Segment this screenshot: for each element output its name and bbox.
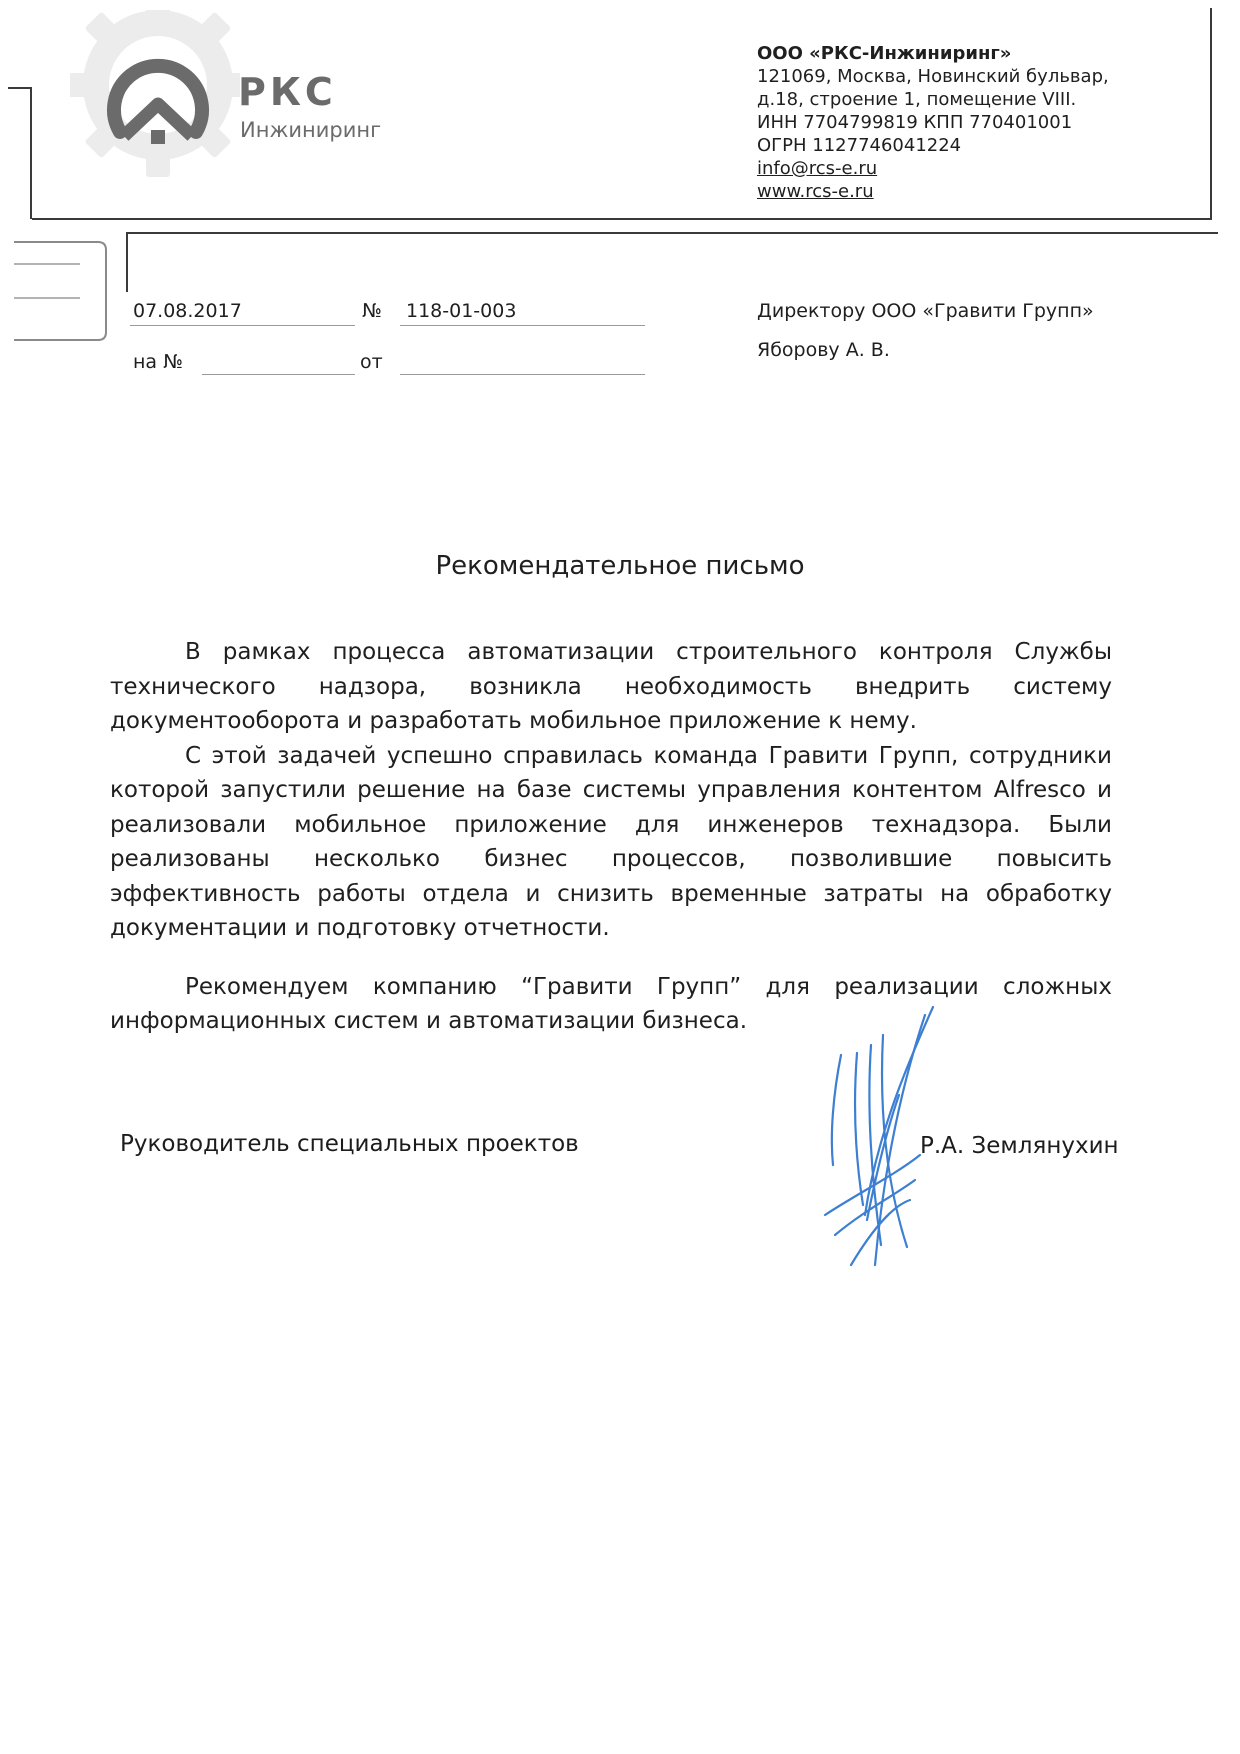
recipient-line1: Директору ООО «Гравити Групп» — [757, 300, 1094, 322]
reply-number-label: на № — [133, 351, 183, 373]
reply-number-underline — [202, 374, 355, 375]
reply-from-underline — [400, 374, 645, 375]
company-email-link[interactable]: info@rcs-e.ru — [757, 158, 878, 179]
frame-line-left-vertical — [30, 87, 32, 219]
reply-from-label: от — [360, 351, 383, 373]
company-inn-kpp: ИНН 7704799819 КПП 770401001 — [757, 112, 1073, 133]
gear-icon — [70, 10, 240, 180]
frame-line-header-bottom — [32, 218, 1212, 220]
body-paragraph: Рекомендуем компанию “Гравити Групп” для реализации сложных информационных систем и автоматизации бизнеса. — [110, 973, 1112, 1034]
number-underline — [400, 325, 645, 326]
company-logo — [70, 10, 430, 170]
company-address-line1: 121069, Москва, Новинский бульвар, — [757, 66, 1109, 87]
frame-line-second-horizontal — [128, 232, 1218, 234]
body-paragraph: В рамках процесса автоматизации строительного контроля Службы технического надзора, возникла необходимость внедрить систему документооборота и разработать мобильное приложение к нему. — [110, 639, 1112, 734]
number-label: № — [362, 300, 382, 322]
company-address-line2: д.18, строение 1, помещение VIII. — [757, 89, 1077, 110]
date-underline — [130, 325, 355, 326]
frame-line-right-vertical — [1210, 8, 1212, 219]
signatory-role: Руководитель специальных проектов — [120, 1131, 579, 1157]
letter-body — [110, 635, 1112, 1039]
left-bracket-marks — [10, 240, 110, 350]
house-mark-icon — [114, 66, 202, 144]
company-name: ООО «РКС-Инжиниринг» — [757, 43, 1012, 64]
body-paragraph: С этой задачей успешно справилась команда Гравити Групп, сотрудники которой запустили решение на базе системы управления контентом Alfresco и реализовали мобильное приложение для инженеров технадзора. Были реализованы несколько бизнес процессов, позволившие повысить эффективность работы отдела и снизить временные затраты на обработку документации и подготовку отчетности. — [110, 742, 1112, 941]
letter-number: 118-01-003 — [406, 300, 517, 322]
logo-brand-subtitle: Инжиниринг — [240, 118, 382, 142]
letter-title: Рекомендательное письмо — [435, 551, 805, 581]
frame-line-second-left-vertical — [126, 232, 128, 292]
handwritten-signature — [815, 1005, 955, 1280]
logo-brand-name: РКС — [238, 70, 337, 114]
company-website-link[interactable]: www.rcs-e.ru — [757, 181, 874, 202]
frame-line-top-left-tick — [8, 87, 30, 89]
recipient-line2: Яборову А. В. — [757, 339, 890, 361]
letter-date: 07.08.2017 — [133, 300, 242, 322]
company-ogrn: ОГРН 1127746041224 — [757, 135, 962, 156]
signatory-name: Р.А. Землянухин — [920, 1133, 1119, 1159]
company-details — [757, 42, 1109, 203]
